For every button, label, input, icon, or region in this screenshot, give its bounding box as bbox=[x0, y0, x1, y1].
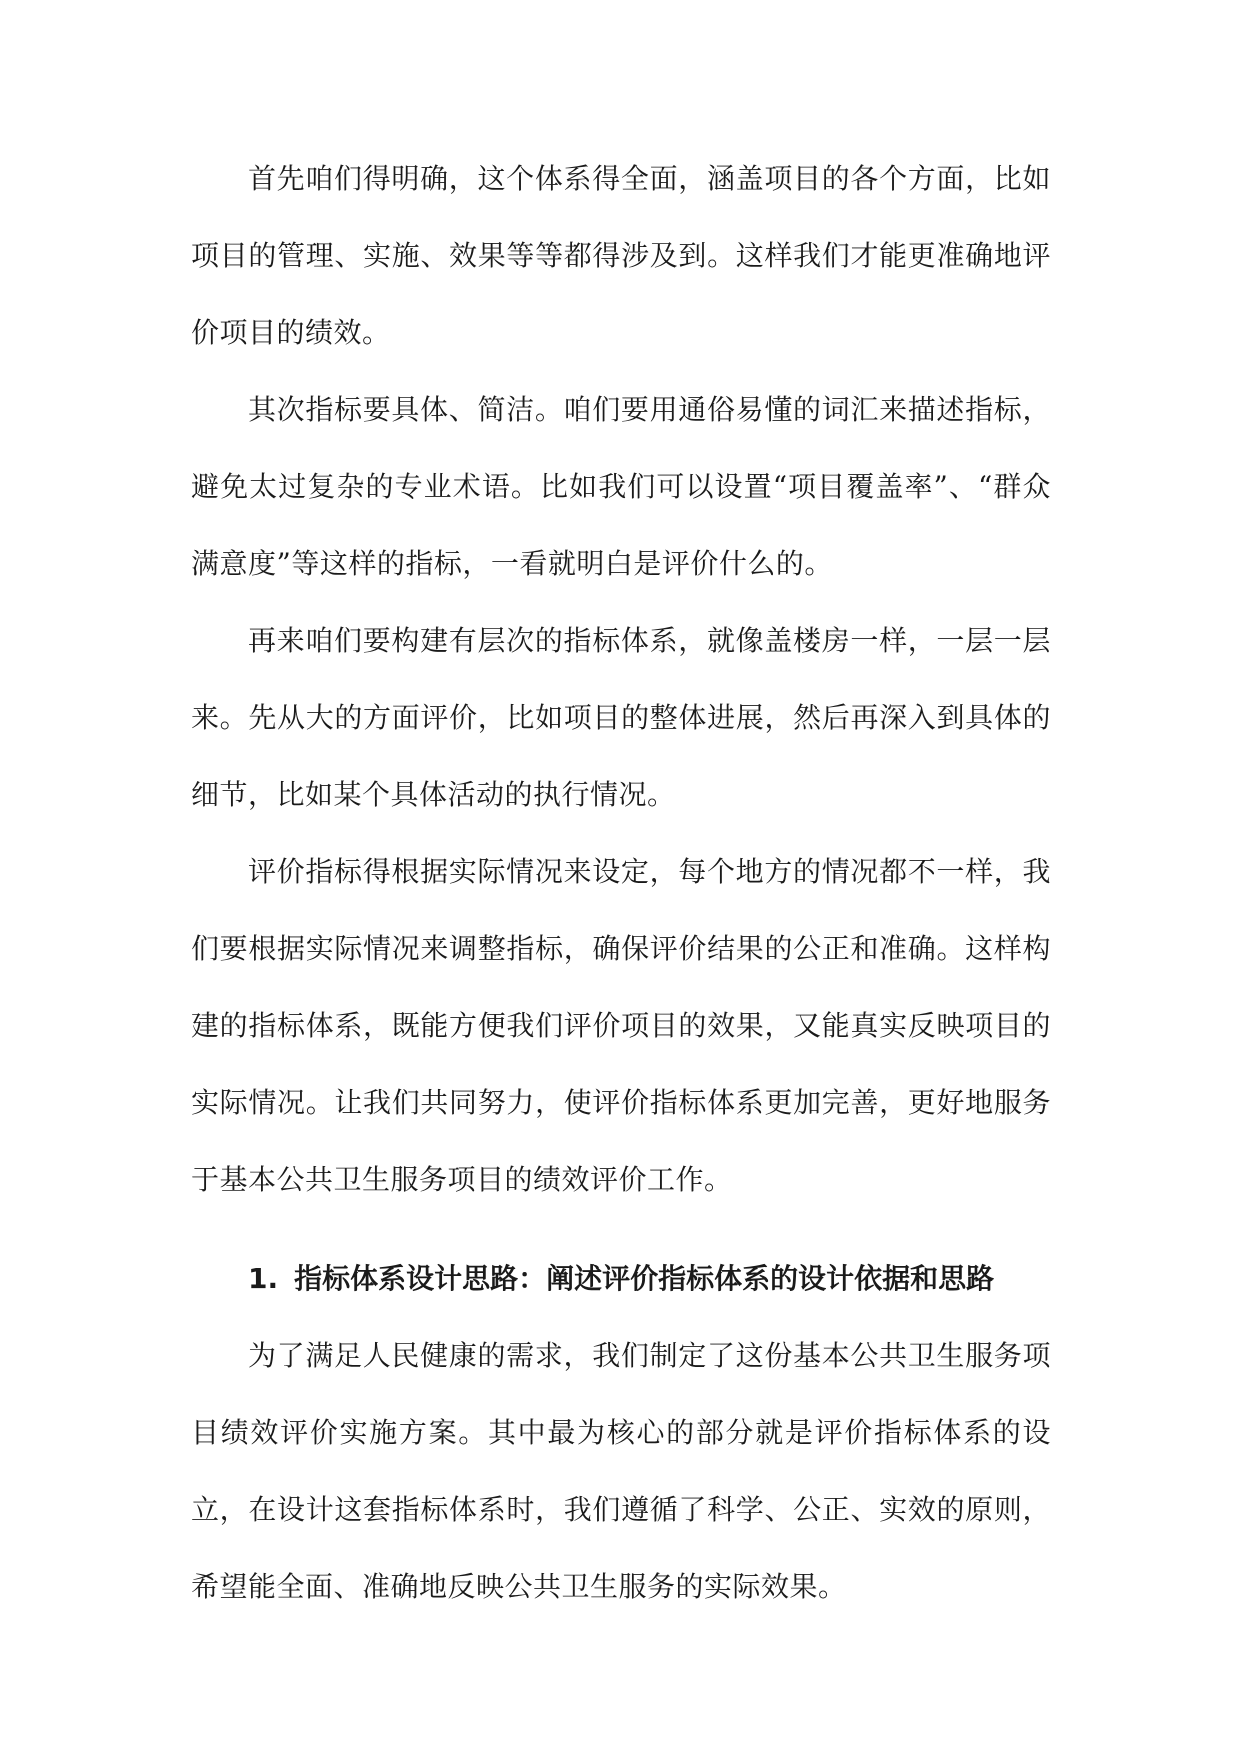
paragraph-specific-indicators: 其次指标要具体、简洁。咱们要用通俗易懂的词汇来描述指标，避免太过复杂的专业术语。比如我们可以设置“项目覆盖率”、“群众满意度”等这样的指标，一看就明白是评价什么的。 bbox=[191, 393, 1051, 580]
paragraph-hierarchical-system: 再来咱们要构建有层次的指标体系，就像盖楼房一样，一层一层来。先从大的方面评价，比如项目的整体进展，然后再深入到具体的细节，比如某个具体活动的执行情况。 bbox=[191, 624, 1051, 811]
section-heading bbox=[191, 1240, 1051, 1317]
section-title: 指标体系设计思路：阐述评价指标体系的设计依据和思路 bbox=[294, 1262, 995, 1295]
paragraph-adapt-to-reality: 评价指标得根据实际情况来设定，每个地方的情况都不一样，我们要根据实际情况来调整指标，确保评价结果的公正和准确。这样构建的指标体系，既能方便我们评价项目的效果，又能真实反映项目的实际情况。让我们共同努力，使评价指标体系更加完善，更好地服务于基本公共卫生服务项目的绩效评价工作。 bbox=[191, 855, 1051, 1196]
paragraph-comprehensive-system: 首先咱们得明确，这个体系得全面，涵盖项目的各个方面，比如项目的管理、实施、效果等等都得涉及到。这样我们才能更准确地评价项目的绩效。 bbox=[191, 162, 1051, 349]
section-number: 1. bbox=[248, 1262, 279, 1295]
document-body bbox=[191, 140, 1051, 1625]
paragraph-design-basis: 为了满足人民健康的需求，我们制定了这份基本公共卫生服务项目绩效评价实施方案。其中最为核心的部分就是评价指标体系的设立，在设计这套指标体系时，我们遵循了科学、公正、实效的原则，希望能全面、准确地反映公共卫生服务的实际效果。 bbox=[191, 1339, 1051, 1603]
